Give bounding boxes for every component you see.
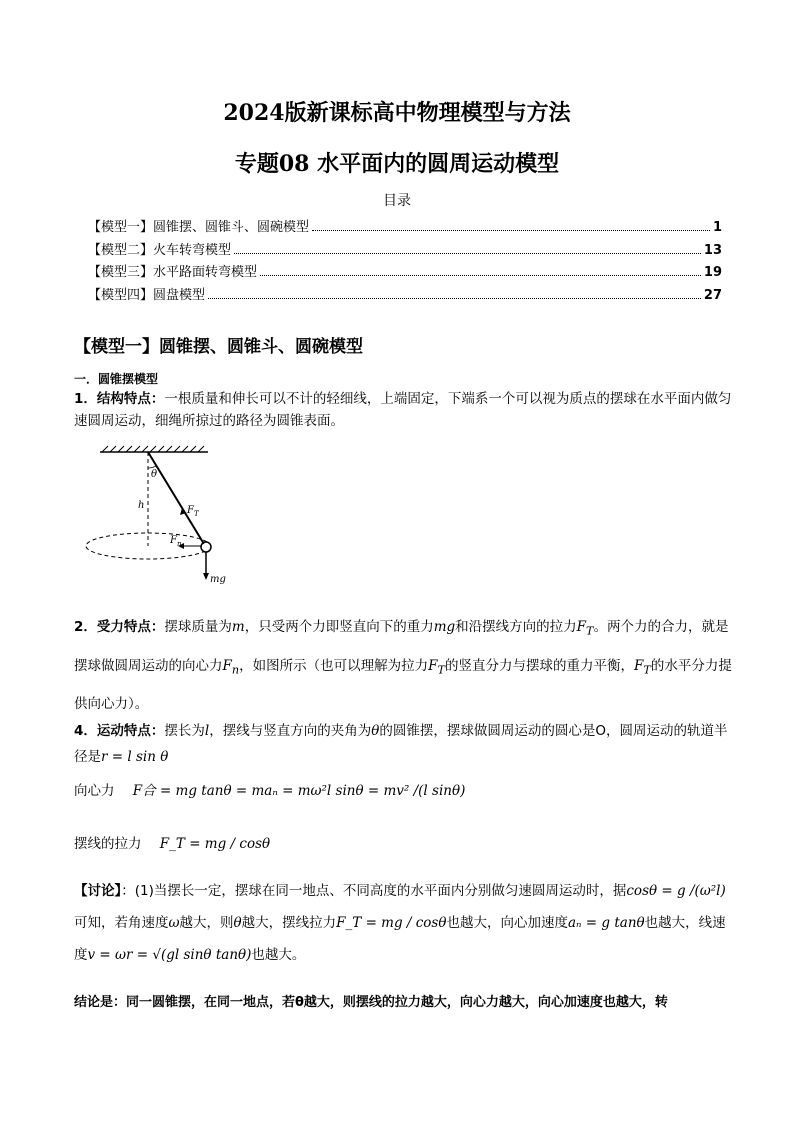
equation-label: 摆线的拉力 xyxy=(74,836,142,852)
paragraph-label: 1．结构特点： xyxy=(74,391,165,407)
equation-label: 向心力 xyxy=(74,783,115,799)
text-run: 可知，若角速度 xyxy=(74,915,169,931)
math-symbol: mg xyxy=(433,619,456,635)
text-run: ，只受两个力即竖直向下的重力 xyxy=(244,619,434,635)
toc-item-page: 1 xyxy=(712,220,722,235)
text-run: 也越大。 xyxy=(251,947,306,963)
math-formula: F合 = mg tanθ = maₙ = mω²l sinθ = mv² /(l sinθ) xyxy=(132,783,466,799)
tension-label: F xyxy=(187,505,194,516)
toc-item-label: 【模型三】水平路面转弯模型 xyxy=(88,265,258,280)
gravity-arrowhead xyxy=(203,573,209,580)
text-run: 越大，摆线拉力 xyxy=(241,915,337,931)
theta-label: θ xyxy=(151,469,158,480)
text-run: 越大，则 xyxy=(179,915,234,931)
conical-pendulum-figure xyxy=(80,440,230,590)
toc-item-page: 27 xyxy=(703,287,722,303)
text-run: 的竖直分力与摆球的重力平衡， xyxy=(445,657,635,674)
equation-centripetal xyxy=(74,780,734,802)
gravity-label: mg xyxy=(210,574,226,585)
math-formula: F_T = mg / cosθ xyxy=(159,836,271,852)
text-run: 摆长为 xyxy=(164,723,205,739)
math-symbol: θ xyxy=(371,723,380,739)
paragraph-label: 【讨论】 xyxy=(74,883,122,899)
math-formula: aₙ = g tanθ xyxy=(568,915,645,931)
toc-item-page: 19 xyxy=(703,265,722,280)
conclusion-text: 结论是：同一圆锥摆，在同一地点，若θ越大，则摆线的拉力越大，向心力越大，向心加速度也越大，转 xyxy=(74,995,668,1010)
document-subtitle: 专题08 水平面内的圆周运动模型 xyxy=(234,151,560,177)
paragraph-label: 2．受力特点： xyxy=(74,619,165,635)
text-run: 也越大，向心加速度 xyxy=(446,915,568,931)
text-run: ，摆线与竖直方向的夹角为 xyxy=(209,723,372,739)
toc-leader xyxy=(234,243,701,254)
toc-heading: 目录 xyxy=(383,193,411,209)
net-force-label: F xyxy=(170,535,177,546)
toc-leader xyxy=(260,265,701,276)
net-force-label-sub: n xyxy=(177,540,182,548)
math-formula: v = ωr = √(gl sinθ tanθ) xyxy=(87,947,252,963)
math-symbol: F xyxy=(634,657,644,674)
math-symbol: θ xyxy=(233,915,242,931)
tension-label-sub: T xyxy=(194,510,199,518)
text-run: 和沿摆线方向的拉力 xyxy=(455,619,577,635)
math-symbol: F xyxy=(576,619,587,635)
paragraph-label: 4．运动特点： xyxy=(74,723,165,739)
math-formula: r = l sin θ xyxy=(101,749,169,765)
toc-item[interactable] xyxy=(88,284,722,307)
text-run: 也越大，线速度 xyxy=(74,915,726,963)
text-run: 的圆锥摆，摆球做圆周运动的圆心是O，圆周运动的轨道半径是 xyxy=(74,723,728,765)
text-run: ：(1)当摆长一定，摆球在同一地点、不同高度的水平面内分别做匀速圆周运动时，据 xyxy=(121,883,627,899)
text-run: 。两个力的合力，就是摆球做圆周运动的向心力 xyxy=(74,619,729,674)
math-symbol: m xyxy=(231,619,245,635)
paragraph-discussion xyxy=(74,875,734,971)
toc-item-label: 【模型二】火车转弯模型 xyxy=(88,242,232,258)
paragraph-text: 一根质量和伸长可以不计的轻细线，上端固定，下端系一个可以视为质点的摆球在水平面内做匀速圆周运动，细绳所掠过的路径为圆锥表面。 xyxy=(74,391,732,429)
toc-item[interactable] xyxy=(88,261,722,284)
math-symbol: F xyxy=(222,657,232,674)
toc-item-page: 13 xyxy=(703,242,722,258)
math-subscript: T xyxy=(437,663,446,677)
math-formula: F_T = mg / cosθ xyxy=(336,915,447,931)
text-run: 的水平分力提供向心力）。 xyxy=(74,657,732,713)
paragraph-structure xyxy=(74,388,734,432)
math-symbol: ω xyxy=(168,915,180,931)
document-title: 2024版新课标高中物理模型与方法 xyxy=(223,100,571,126)
toc-item-label: 【模型一】圆锥摆、圆锥斗、圆碗模型 xyxy=(88,220,310,235)
math-symbol: l xyxy=(204,723,210,739)
toc-item[interactable] xyxy=(88,216,722,239)
paragraph-force xyxy=(74,610,734,722)
paragraph-motion xyxy=(74,718,734,770)
math-formula: cosθ = g /(ω²l) xyxy=(626,883,726,899)
text-run: ，如图所示（也可以理解为拉力 xyxy=(239,657,429,674)
toc-leader xyxy=(208,288,701,299)
toc-item-label: 【模型四】圆盘模型 xyxy=(88,287,206,303)
math-subscript: T xyxy=(586,624,594,638)
theta-arc xyxy=(148,466,156,468)
text-run: 摆球质量为 xyxy=(164,619,232,635)
section-heading: 【模型一】圆锥摆、圆锥斗、圆碗模型 xyxy=(74,337,363,357)
equation-tension xyxy=(74,833,734,855)
pendulum-ball xyxy=(201,542,211,552)
subsection-heading: 一．圆锥摆模型 xyxy=(74,372,159,386)
toc-leader xyxy=(312,220,710,231)
table-of-contents xyxy=(88,216,722,306)
ceiling xyxy=(100,446,208,452)
math-symbol: F xyxy=(428,657,438,674)
height-label: h xyxy=(138,500,145,511)
toc-item[interactable] xyxy=(88,239,722,262)
math-subscript: T xyxy=(643,663,651,677)
math-subscript: n xyxy=(231,663,240,677)
